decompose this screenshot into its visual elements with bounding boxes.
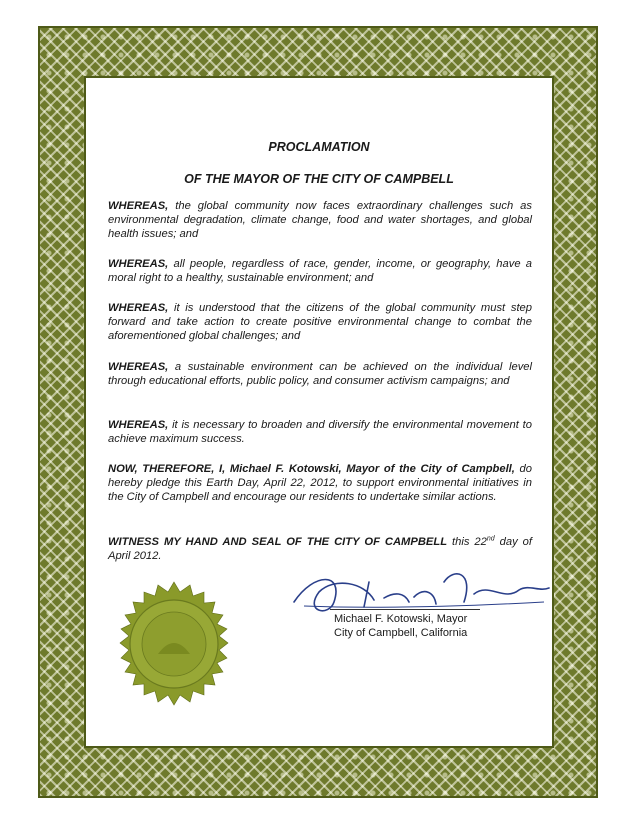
signature-line: [330, 609, 480, 610]
witness-ordinal: nd: [486, 535, 495, 543]
signer-block: [334, 612, 467, 640]
proclamation-page: [88, 80, 550, 744]
therefore-text: do hereby pledge this Earth Day, April 22, 2012, to support environmental initiatives in the City of Campbell and encourage our residents to undertake similar actions.: [108, 463, 532, 503]
paragraph-lead: WHEREAS,: [108, 419, 169, 431]
paragraph-text: all people, regardless of race, gender, income, or geography, have a moral right to a healthy, sustainable environment; and: [108, 258, 532, 284]
paragraph-lead: WHEREAS,: [108, 258, 169, 270]
paragraph-text: it is understood that the citizens of the global community must step forward and take action to create positive environmental change to combat the aforementioned global challenges; and: [108, 302, 532, 342]
paragraph-lead: WHEREAS,: [108, 302, 169, 314]
witness-lead: WITNESS MY HAND AND SEAL OF THE CITY OF CAMPBELL: [108, 536, 448, 548]
whereas-paragraph-2: [108, 257, 532, 285]
paragraph-lead: WHEREAS,: [108, 361, 169, 373]
therefore-lead: NOW, THEREFORE, I, Michael F. Kotowski, Mayor of the City of Campbell,: [108, 463, 515, 475]
paragraph-lead: WHEREAS,: [108, 200, 169, 212]
paragraph-text: it is necessary to broaden and diversify the environmental movement to achieve maximum success.: [108, 419, 532, 445]
whereas-paragraph-5: [108, 418, 532, 446]
witness-paragraph: [108, 535, 532, 563]
signer-name-title: Michael F. Kotowski, Mayor: [334, 613, 468, 625]
document-title: PROCLAMATION: [268, 140, 370, 154]
therefore-paragraph: [108, 462, 532, 504]
whereas-paragraph-4: [108, 360, 532, 388]
city-seal-icon: [110, 580, 238, 708]
document-subtitle: OF THE MAYOR OF THE CITY OF CAMPBELL: [184, 172, 454, 186]
witness-text: this 22: [447, 536, 487, 548]
paragraph-text: the global community now faces extraordinary challenges such as environmental degradation, climate change, food and water shortages, and global health issues; and: [108, 200, 532, 240]
whereas-paragraph-3: [108, 301, 532, 343]
whereas-paragraph-1: [108, 199, 532, 241]
signer-organization: City of Campbell, California: [334, 627, 468, 639]
witness-text-end: day of April 2012.: [108, 536, 533, 562]
paragraph-text: a sustainable environment can be achieved on the individual level through educational efforts, public policy, and consumer activism campaigns; and: [108, 361, 532, 387]
